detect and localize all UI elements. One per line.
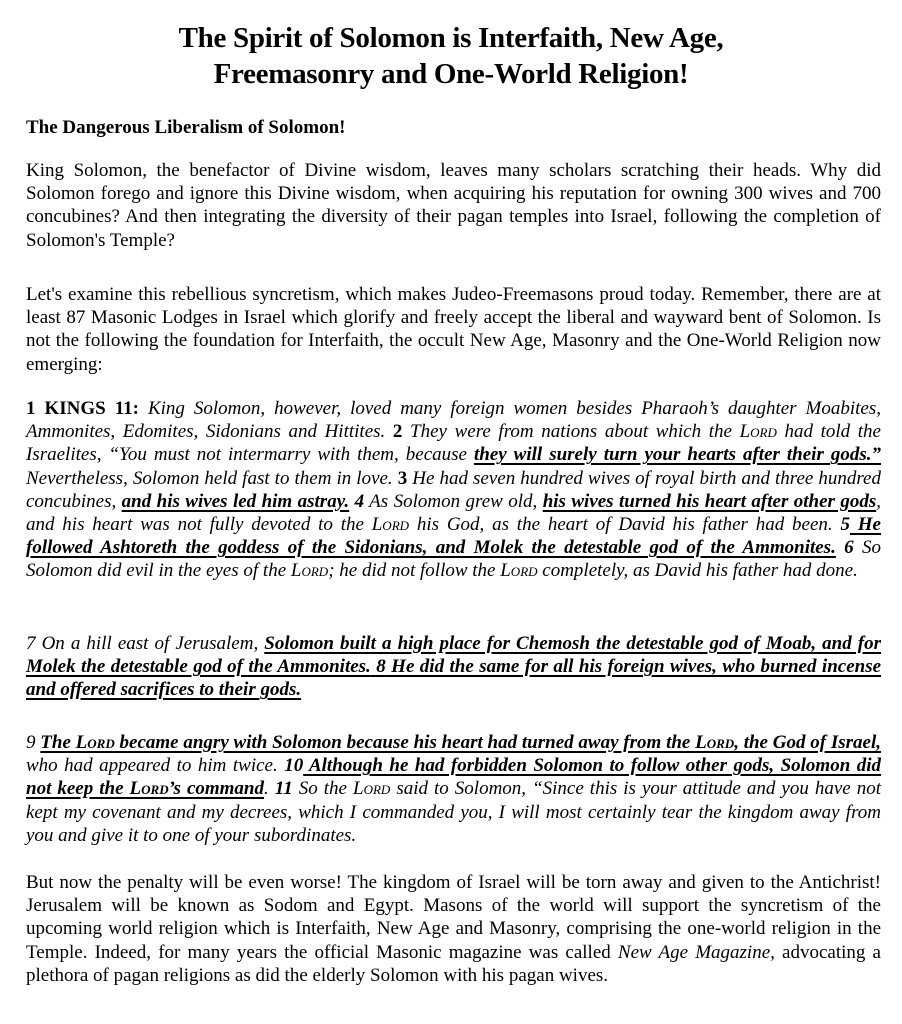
verse-number: 11 xyxy=(274,778,293,800)
verse-text: , the God of Israel, xyxy=(734,732,882,753)
verse-number: 3 xyxy=(397,467,408,489)
verse-number: 8 xyxy=(370,656,386,678)
scripture-reference: 1 KINGS 11: xyxy=(26,398,139,419)
lord-smallcaps: Lord xyxy=(500,560,538,582)
emphasized-text: He followed Ashtoreth the goddess of the Sidonians, and Molek the detestable god of the Ammonites. xyxy=(26,514,881,559)
lord-smallcaps: Lord xyxy=(739,421,777,443)
paragraph-conclusion xyxy=(26,871,881,987)
verse-text: had told the Israelites, “You must not intermarry with them, because xyxy=(26,421,881,466)
verse-text: On a hill east of Jerusalem, xyxy=(35,633,265,654)
verse-text: The xyxy=(40,732,76,753)
verse-text: became angry with Solomon because his heart had turned away from the xyxy=(114,732,696,753)
verse-text: ’s command xyxy=(168,778,264,800)
emphasized-text: He did the same for all his foreign wives, who burned incense and offered sacrifices to their gods. xyxy=(26,656,882,701)
verse-text: , and his heart was not fully devoted to the xyxy=(26,490,881,536)
lord-smallcaps: Lord xyxy=(290,560,329,582)
verse-text: As Solomon grew old, xyxy=(364,490,543,512)
verse-number: 9 xyxy=(26,732,36,753)
scripture-passage-2 xyxy=(26,632,881,702)
lord-smallcaps: Lord xyxy=(371,514,410,536)
verse-text: So Solomon did evil in the eyes of the xyxy=(26,537,882,582)
verse-text: who had appeared to him twice. xyxy=(26,755,285,777)
paragraph-text: advocating a plethora of pagan religions as did the elderly Solomon with his pagan wives. xyxy=(26,941,881,986)
lord-smallcaps: Lord xyxy=(75,732,115,753)
section-heading: The Dangerous Liberalism of Solomon! xyxy=(26,117,346,138)
verse-text: He had seven hundred wives of royal birth and three hundred concubines, xyxy=(26,467,881,512)
paragraph-intro: King Solomon, the benefactor of Divine wisdom, leaves many scholars scratching their heads. Why did Solomon forego and ignore this Divine wisdom, when acquiring his reputation for owning 300 wives and 700 concubines? And then integrating the diversity of their pagan temples into Israel, following the completion of Solomon's Temple? xyxy=(26,160,881,251)
emphasized-text: Solomon built a high place for Chemosh the detestable god of Moab, and for Molek the detestable god of the Ammonites. xyxy=(26,633,882,678)
title-line-2: Freemasonry and One-World Religion! xyxy=(213,58,689,90)
verse-number: 4 xyxy=(349,490,365,512)
verse-text: So the xyxy=(292,778,353,800)
emphasized-text: his wives turned his heart after other gods xyxy=(542,490,877,512)
lord-smallcaps: Lord xyxy=(695,732,735,753)
verse-number: 2 xyxy=(392,421,403,443)
paragraph-text: But now the penalty will be even worse! The kingdom of Israel will be torn away and given to the Antichrist! Jerusalem will be known as Sodom and Egypt. Masons of the world will support the syncretism of the upcoming world religion which is Interfaith, New Age and Masonry, comprising the one-world religion in the Temple. Indeed, for many years the official Masonic magazine was called xyxy=(26,872,881,963)
scripture-passage-1 xyxy=(26,397,881,583)
title-line-1: The Spirit of Solomon is Interfaith, New Age, xyxy=(178,22,724,54)
page-title xyxy=(0,20,902,92)
verse-text: Although he had forbidden Solomon to follow other gods, Solomon did not keep the xyxy=(26,755,882,800)
verse-text: ; he did not follow the xyxy=(328,560,501,582)
verse-text: Nevertheless, Solomon held fast to them in love. xyxy=(26,467,398,489)
verse-text: . xyxy=(264,778,275,800)
magazine-title: New Age Magazine, xyxy=(617,941,775,963)
lord-smallcaps: Lord xyxy=(129,778,169,800)
verse-text: They were from nations about which the xyxy=(402,421,740,443)
verse-number: 10 xyxy=(284,755,304,777)
verse-text: said to Solomon, “Since this is your attitude and you have not kept my covenant and my decrees, which I commanded you, I will most certainly tear the kingdom away from you and give it to one of your subordinates. xyxy=(26,778,881,846)
verse-text: King Solomon, however, loved many foreign women besides Pharaoh’s daughter Moabites, Ammonites, Edomites, Sidonians and Hittites. xyxy=(26,398,881,443)
verse-number: 6 xyxy=(835,537,854,559)
verse-number: 5 xyxy=(840,514,850,536)
verse-number: 7 xyxy=(26,633,36,654)
emphasized-text: and his wives led him astray. xyxy=(121,490,350,512)
lord-smallcaps: Lord xyxy=(353,778,391,800)
scripture-passage-3 xyxy=(26,731,881,847)
emphasized-text xyxy=(40,732,881,753)
verse-text: his God, as the heart of David his father had been. xyxy=(409,514,841,536)
paragraph-examine: Let's examine this rebellious syncretism, which makes Judeo-Freemasons proud today. Remember, there are at least 87 Masonic Lodges in Israel which glorify and freely accept the liberal and wayward bent of Solomon. Is not the following the foundation for Interfaith, the occult New Age, Masonry and the One-World Religion now emerging: xyxy=(26,284,881,375)
emphasized-text: they will surely turn your hearts after their gods.” xyxy=(473,444,881,466)
verse-text: completely, as David his father had done. xyxy=(537,560,858,582)
